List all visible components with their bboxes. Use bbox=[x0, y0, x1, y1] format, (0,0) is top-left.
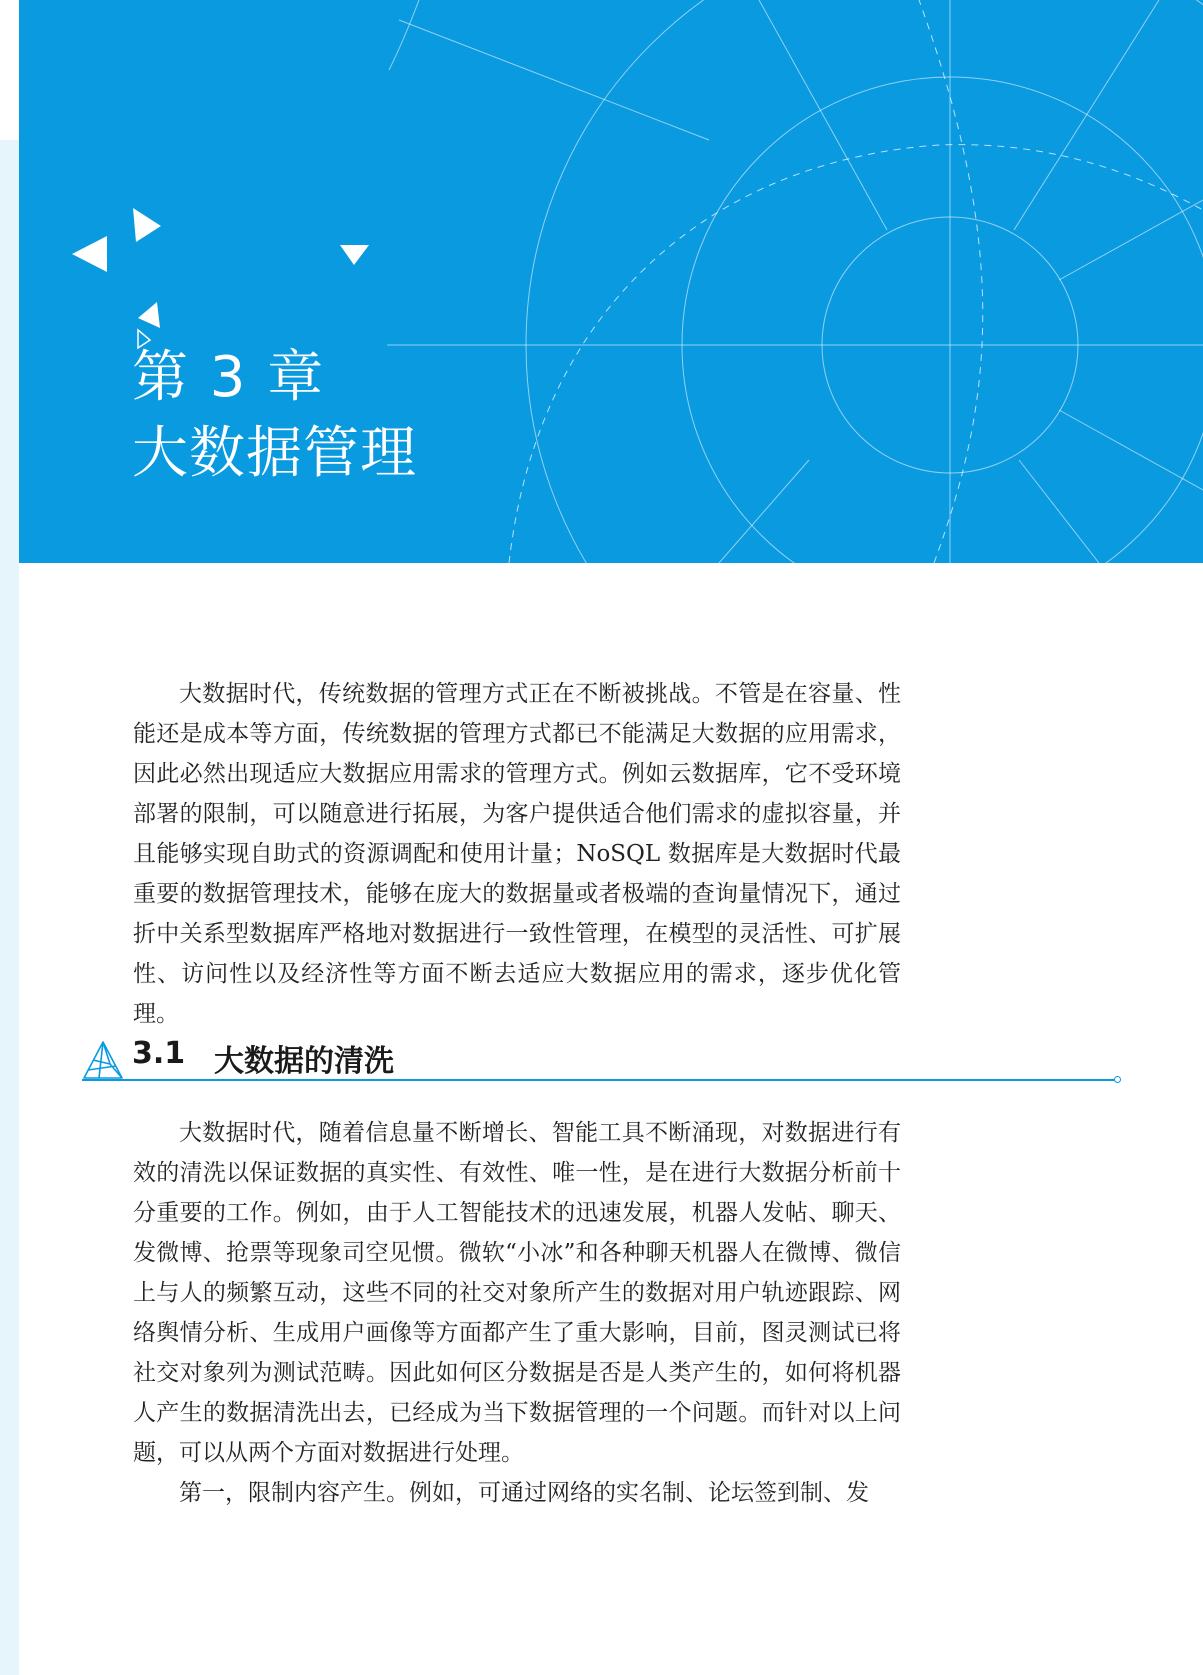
section-rule bbox=[82, 1079, 1115, 1081]
chapter-title: 大数据管理 bbox=[132, 421, 417, 486]
section-body bbox=[133, 1113, 901, 1513]
section-paragraph-1: 大数据时代，随着信息量不断增长、智能工具不断涌现，对数据进行有效的清洗以保证数据的真实性、有效性、唯一性，是在进行大数据分析前十分重要的工作。例如，由于人工智能技术的迅速发展，机器人发帖、聊天、发微博、抢票等现象司空见惯。微软“小冰”和各种聊天机器人在微博、微信上与人的频繁互动，这些不同的社交对象所产生的数据对用户轨迹跟踪、网络舆情分析、生成用户画像等方面都产生了重大影响，目前，图灵测试已将社交对象列为测试范畴。因此如何区分数据是否是人类产生的，如何将机器人产生的数据清洗出去，已经成为当下数据管理的一个问题。而针对以上问题，可以从两个方面对数据进行处理。 bbox=[133, 1120, 901, 1466]
section-rule-endpoint bbox=[1114, 1076, 1121, 1083]
section-heading bbox=[82, 1032, 1122, 1082]
section-number: 3.1 bbox=[132, 1036, 186, 1071]
triangle-deco bbox=[19, 0, 419, 360]
page-edge-strip bbox=[0, 140, 19, 1675]
intro-paragraph: 大数据时代，传统数据的管理方式正在不断被挑战。不管是在容量、性能还是成本等方面，传统数据的管理方式都已不能满足大数据的应用需求，因此必然出现适应大数据应用需求的管理方式。例如云数据库，它不受环境部署的限制，可以随意进行拓展，为客户提供适合他们需求的虚拟容量，并且能够实现自助式的资源调配和使用计量；NoSQL 数据库是大数据时代最重要的数据管理技术，能够在庞大的数据量或者极端的查询量情况下，通过折中关系型数据库严格地对数据进行一致性管理，在模型的灵活性、可扩展性、访问性以及经济性等方面不断去适应大数据应用的需求，逐步优化管理。 bbox=[133, 681, 901, 1027]
section-title: 大数据的清洗 bbox=[214, 1044, 394, 1079]
section-pyramid-icon bbox=[82, 1040, 126, 1082]
chapter-label: 第 3 章 bbox=[132, 345, 326, 410]
chapter-banner bbox=[19, 0, 1203, 563]
intro-text bbox=[133, 674, 901, 1034]
section-paragraph-2: 第一，限制内容产生。例如，可通过网络的实名制、论坛签到制、发 bbox=[179, 1480, 869, 1506]
